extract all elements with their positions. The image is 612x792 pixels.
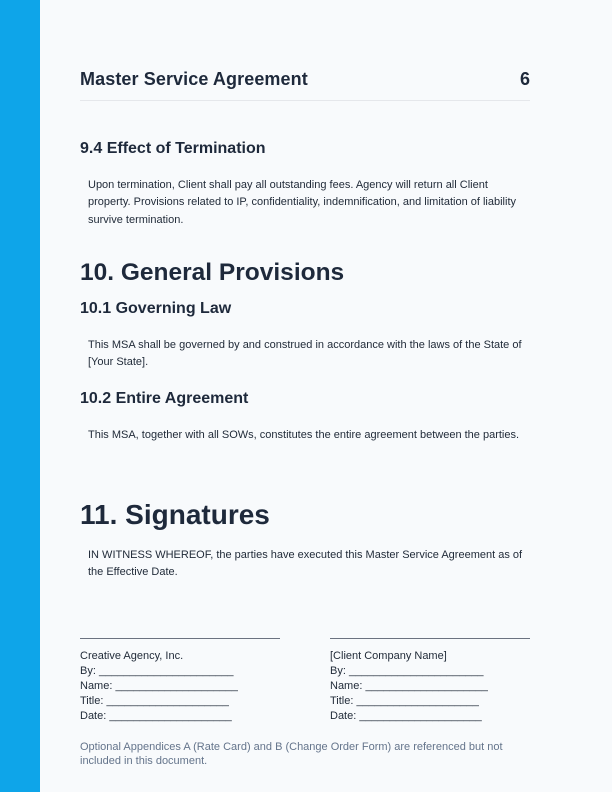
appendix-footnote: Optional Appendices A (Rate Card) and B (Change Order Form) are referenced but not included in this document. — [80, 741, 503, 767]
page-header — [80, 66, 530, 101]
section-10-1-body: This MSA shall be governed by and construed in accordance with the laws of the State of [Your State]. — [88, 339, 522, 369]
section-11-heading: 11. Signatures — [80, 499, 270, 530]
agency-by-field: By: ______________________ — [80, 665, 234, 677]
client-by-field: By: ______________________ — [330, 665, 484, 677]
section-9-4-body: Upon termination, Client shall pay all outstanding fees. Agency will return all Client property. Provisions related to IP, confidentiality, indemnification, and limitation of liability survive termination. — [88, 179, 516, 226]
section-9-4-heading: 9.4 Effect of Termination — [80, 140, 266, 157]
agency-signature-line — [80, 638, 280, 639]
section-10-heading: 10. General Provisions — [80, 259, 345, 286]
client-title-field: Title: ____________________ — [330, 695, 479, 707]
section-10-2-body: This MSA, together with all SOWs, constitutes the entire agreement between the parties. — [88, 429, 520, 441]
client-name-field: Name: ____________________ — [330, 680, 488, 692]
agency-name-field: Name: ____________________ — [80, 680, 238, 692]
client-signature-line — [330, 638, 530, 639]
section-11-body: IN WITNESS WHEREOF, the parties have executed this Master Service Agreement as of the Effective Date. — [88, 549, 523, 579]
section-10-2-heading: 10.2 Entire Agreement — [80, 390, 249, 407]
client-company-name: [Client Company Name] — [330, 650, 447, 662]
agency-title-field: Title: ____________________ — [80, 695, 229, 707]
agency-signature-block — [80, 638, 280, 724]
accent-sidebar-strip — [0, 0, 40, 792]
document-title: Master Service Agreement — [80, 69, 308, 89]
page-number: 6 — [519, 69, 530, 89]
client-date-field: Date: ____________________ — [330, 710, 482, 722]
agency-date-field: Date: ____________________ — [80, 710, 232, 722]
client-signature-block — [330, 638, 530, 724]
agency-company-name: Creative Agency, Inc. — [80, 650, 184, 662]
section-10-1-heading: 10.1 Governing Law — [80, 300, 232, 317]
